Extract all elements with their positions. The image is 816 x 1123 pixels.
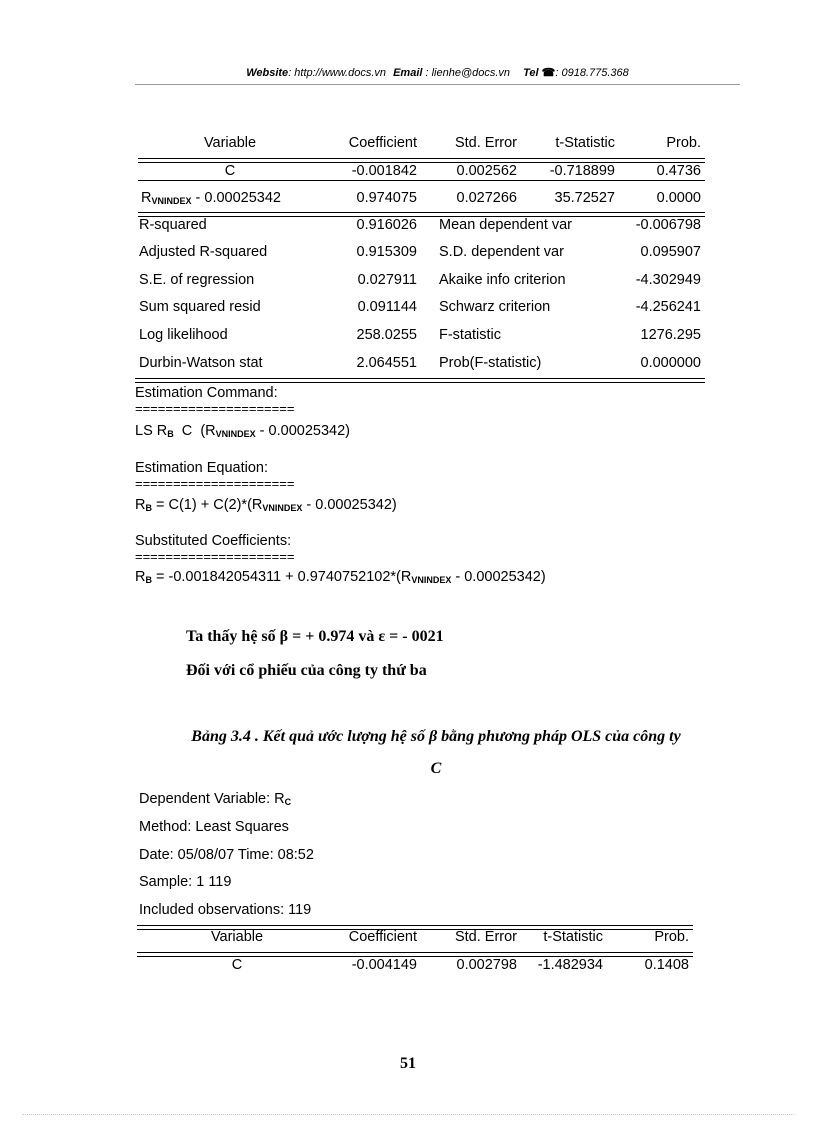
estimation-equation-title: Estimation Equation: [135,460,268,476]
phone-icon: ☎ [541,67,556,79]
row-r-coefficient: 0.974075 [356,190,417,206]
table-rule [135,378,705,383]
row-r-t-statistic: 35.72527 [554,190,615,206]
included-observations: Included observations: 119 [139,902,312,918]
stat-value: 1276.295 [640,327,701,343]
dependent-variable: Dependent Variable: $R_C$ [139,791,292,807]
col-prob: Prob. [654,929,689,945]
stat-label: F-statistic [439,327,502,343]
stat-label: R-squared [139,217,207,233]
stat-label: Sum squared resid [139,299,261,315]
row-c-prob: 0.4736 [656,163,701,179]
sample: Sample: 1 119 [139,874,232,890]
third-company-text: Đối với cổ phiếu của công ty thứ ba [186,662,427,679]
col-coefficient: Coefficient [348,135,417,151]
col-variable: Variable [203,135,257,151]
tel-label: Tel [523,67,539,79]
stat-label: Prob(F-statistic) [439,355,542,371]
website-value: : http://www.docs.vn [288,67,387,79]
row-c-variable: C [231,957,243,973]
beta-result-text: Ta thấy hệ số β = + 0.974 và ε = - 0021 [186,628,444,645]
estimation-command-title: Estimation Command: [135,385,278,401]
page-number: 51 [400,1055,416,1072]
col-t-statistic: t-Statistic [555,135,615,151]
row-c-variable: C [224,163,236,179]
page-bottom-rule [22,1114,794,1115]
row-c-t-statistic: -0.718899 [549,163,615,179]
tel-value: : 0918.775.368 [555,67,629,79]
row-c-t-statistic: -1.482934 [537,957,603,973]
email-label: Email [393,67,423,79]
date-time: Date: 05/08/07 Time: 08:52 [139,847,314,863]
email-value: : lienhe@docs.vn [425,67,511,79]
stat-value: 0.916026 [356,217,417,233]
row-r-std-error: 0.027266 [456,190,517,206]
page-header [135,64,740,85]
col-std-error: Std. Error [454,135,517,151]
stat-label: Mean dependent var [439,217,573,233]
stat-label: Log likelihood [139,327,228,343]
stat-value: 0.027911 [357,272,417,288]
col-std-error: Std. Error [454,929,517,945]
stat-value: 0.095907 [640,244,701,260]
website-label: Website [246,67,289,79]
row-c-std-error: 0.002798 [456,957,517,973]
table-rule [138,180,705,181]
stat-value: 2.064551 [356,355,417,371]
table-caption: Bảng 3.4 . Kết quả ước lượng hệ số β bằng phương pháp OLS của công ty [191,728,681,745]
substituted-coefficients: $R_B = -0.001842054311 + 0.9740752102*(R_{VNINDEX} - 0.00025342)$ [135,569,546,585]
col-t-statistic: t-Statistic [543,929,603,945]
estimation-equation: $R_B = C(1) + C(2)*(R_{VNINDEX} - 0.00025342)$ [135,497,397,513]
row-r-variable: $R_{VNINDEX} - 0.00025342$ [141,190,281,206]
stat-label: S.E. of regression [139,272,255,288]
stat-label: Adjusted R-squared [139,244,268,260]
col-coefficient: Coefficient [348,929,417,945]
row-c-std-error: 0.002562 [456,163,517,179]
stat-value: 0.091144 [357,299,417,315]
method: Method: Least Squares [139,819,289,835]
stat-value: 0.000000 [640,355,701,371]
stat-value: 0.915309 [356,244,417,260]
separator: ===================== [135,476,295,491]
row-r-prob: 0.0000 [656,190,701,206]
separator: ===================== [135,549,295,564]
stat-value: -4.302949 [635,272,701,288]
row-c-coefficient: -0.004149 [351,957,417,973]
stat-label: S.D. dependent var [439,244,564,260]
substituted-coefficients-title: Substituted Coefficients: [135,533,292,549]
regression-table-1 [135,132,705,387]
separator: ===================== [135,401,295,416]
stat-value: -0.006798 [635,217,701,233]
stat-value: 258.0255 [356,327,417,343]
row-c-prob: 0.1408 [644,957,689,973]
stat-value: -4.256241 [635,299,701,315]
row-c-coefficient: -0.001842 [351,163,417,179]
col-variable: Variable [210,929,264,945]
regression-table-2 [137,925,693,975]
estimation-command: LS $R_B$ C $(R_{VNINDEX} - 0.00025342)$ [135,423,350,439]
stat-label: Akaike info criterion [439,272,566,288]
stat-label: Durbin-Watson stat [139,355,263,371]
stat-label: Schwarz criterion [439,299,551,315]
col-prob: Prob. [666,135,701,151]
table-caption-line2: C [430,760,442,777]
